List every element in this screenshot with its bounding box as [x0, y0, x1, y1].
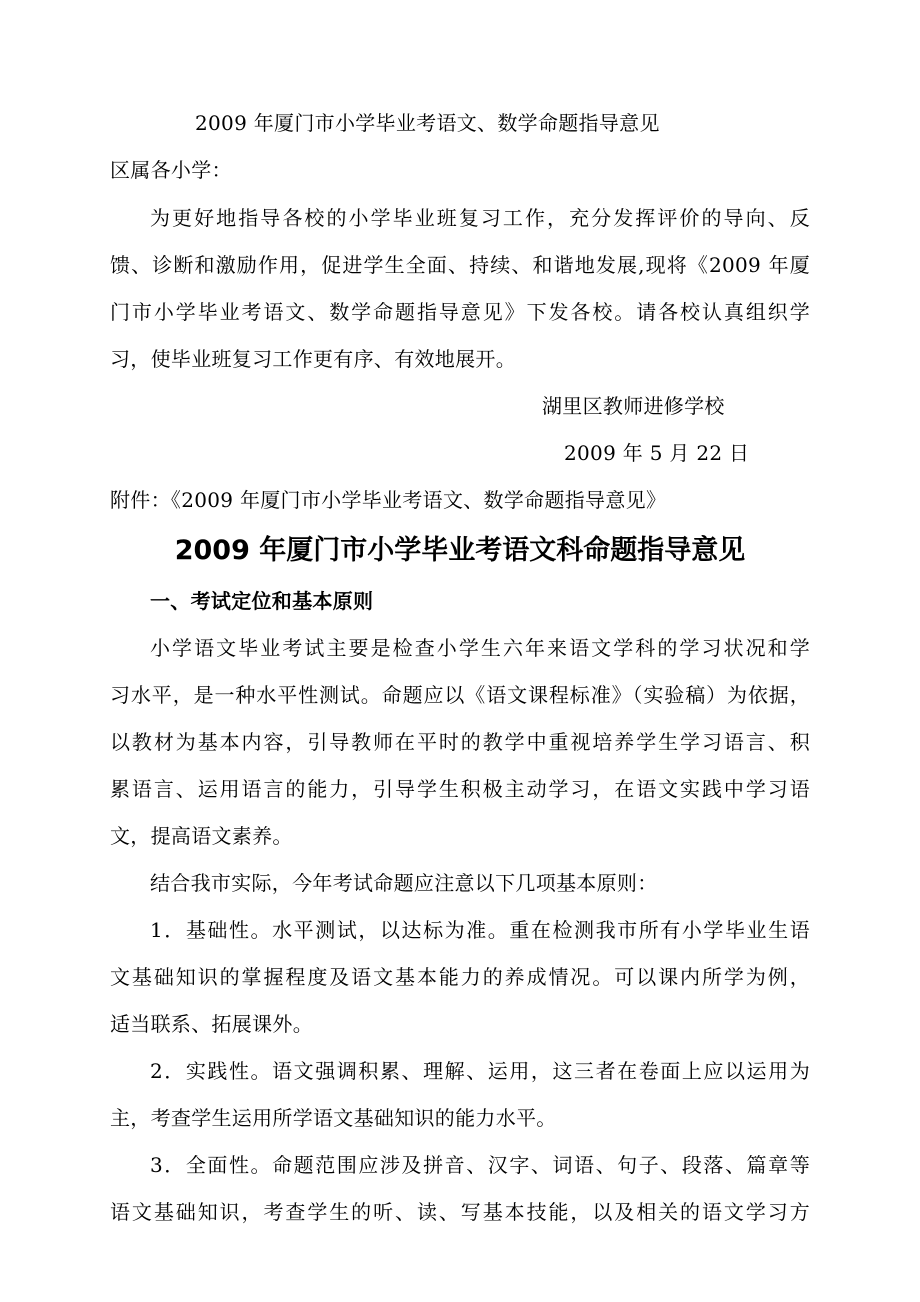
item2-line: 主，考查学生运用所学语文基础知识的能力水平。	[110, 1106, 557, 1130]
notice-body-line: 门市小学毕业考语文、数学命题指导意见》下发各校。请各校认真组织学	[110, 300, 810, 324]
item1-line: 适当联系、拓展课外。	[110, 1012, 313, 1036]
notice-date: 2009 年 5 月 22 日	[564, 441, 750, 465]
item3-line: 3．全面性。命题范围应涉及拼音、汉字、词语、句子、段落、篇章等	[150, 1153, 810, 1177]
section1-heading: 一、考试定位和基本原则	[150, 589, 374, 613]
para1-line: 累语言、运用语言的能力，引导学生积极主动学习，在语文实践中学习语	[110, 777, 810, 801]
notice-issuer: 湖里区教师进修学校	[542, 394, 725, 418]
guide-title: 2009 年厦门市小学毕业考语文科命题指导意见	[174, 535, 746, 566]
item1-line: 1．基础性。水平测试，以达标为准。重在检测我市所有小学毕业生语	[150, 918, 810, 942]
notice-title: 2009 年厦门市小学毕业考语文、数学命题指导意见	[195, 111, 660, 135]
notice-body-line: 习，使毕业班复习工作更有序、有效地展开。	[110, 347, 516, 371]
item3-line: 语文基础知识，考查学生的听、读、写基本技能，以及相关的语文学习方	[110, 1200, 810, 1224]
para2: 结合我市实际，今年考试命题应注意以下几项基本原则：	[150, 871, 658, 895]
item1-line: 文基础知识的掌握程度及语文基本能力的养成情况。可以课内所学为例，	[110, 965, 810, 989]
notice-attachment: 附件：《2009 年厦门市小学毕业考语文、数学命题指导意见》	[110, 488, 667, 512]
para1-line: 习水平，是一种水平性测试。命题应以《语文课程标准》（实验稿）为依据，	[110, 683, 810, 707]
para1-line: 文，提高语文素养。	[110, 824, 293, 848]
para1-line: 小学语文毕业考试主要是检查小学生六年来语文学科的学习状况和学	[150, 636, 810, 660]
item2-line: 2．实践性。语文强调积累、理解、运用，这三者在卷面上应以运用为	[150, 1059, 810, 1083]
notice-salutation: 区属各小学：	[110, 158, 232, 182]
notice-body-line: 馈、诊断和激励作用，促进学生全面、持续、和谐地发展,现将《2009 年厦	[110, 253, 810, 277]
para1-line: 以教材为基本内容，引导教师在平时的教学中重视培养学生学习语言、积	[110, 730, 810, 754]
notice-body-line: 为更好地指导各校的小学毕业班复习工作，充分发挥评价的导向、反	[150, 206, 810, 230]
